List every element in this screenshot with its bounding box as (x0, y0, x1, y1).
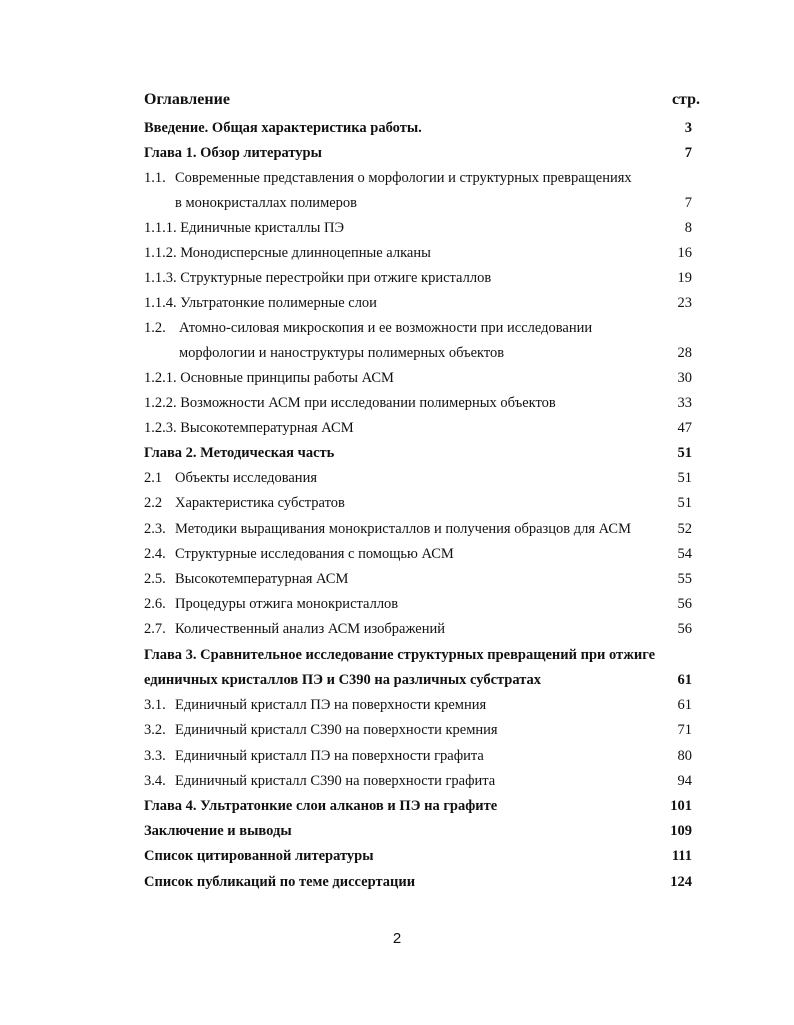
toc-entry-number: 3.4. (144, 773, 166, 789)
toc-entry-text: Глава 4. Ультратонкие слои алканов и ПЭ на графите (144, 798, 498, 814)
toc-entry (144, 142, 692, 164)
toc-entry-page: 16 (677, 245, 692, 261)
toc-entry (144, 518, 692, 540)
toc-entry-text: Список цитированной литературы (144, 848, 374, 864)
toc-entry (144, 845, 692, 867)
toc-entry-text: Методики выращивания монокристаллов и получения образцов для АСМ (175, 521, 631, 537)
toc-entry (144, 568, 692, 590)
toc-entry-page: 109 (670, 823, 692, 839)
toc-entry-number: 2.6. (144, 596, 166, 612)
toc-entry (144, 694, 692, 716)
toc-entry-number: 2.3. (144, 521, 166, 537)
toc-entry-text: Объекты исследования (175, 470, 317, 486)
toc-entry-number: 1.1. (144, 170, 166, 186)
toc-entry-page: 3 (684, 120, 692, 136)
toc-entry (144, 192, 692, 214)
toc-entry (144, 242, 692, 264)
toc-entry-text: морфологии и наноструктуры полимерных объектов (179, 345, 505, 361)
toc-entry-text: 1.1.3. Структурные перестройки при отжиге кристаллов (144, 270, 492, 286)
toc-entry-text: Список публикаций по теме диссертации (144, 874, 416, 890)
toc-entry-text: Единичный кристалл ПЭ на поверхности кремния (175, 697, 487, 713)
toc-entry-text: Количественный анализ АСМ изображений (175, 621, 446, 637)
toc-entry-text: 1.2.1. Основные принципы работы АСМ (144, 370, 394, 386)
toc-entry (144, 167, 692, 189)
toc-entry (144, 820, 692, 842)
toc-entry (144, 795, 692, 817)
toc-entry-page: 7 (684, 145, 692, 161)
toc-entry-page: 23 (677, 295, 692, 311)
toc-entry-number: 2.4. (144, 546, 166, 562)
toc-entry-page: 7 (684, 195, 692, 211)
toc-entry-page: 61 (677, 672, 692, 688)
toc-entry (144, 618, 692, 640)
toc-entry-text: Единичный кристалл С390 на поверхности графита (175, 773, 496, 789)
toc-entry (144, 267, 692, 289)
toc-entry (144, 367, 692, 389)
toc-entry (144, 492, 692, 514)
toc-entry-page: 51 (677, 470, 692, 486)
toc-entry-page: 61 (677, 697, 692, 713)
toc-entry-page: 80 (677, 748, 692, 764)
toc-entry-page: 28 (677, 345, 692, 361)
toc-entry-page: 56 (677, 596, 692, 612)
toc-entry (144, 317, 692, 339)
toc-entry-page: 55 (677, 571, 692, 587)
toc-title: Оглавление (144, 91, 230, 108)
toc-entry-page: 19 (677, 270, 692, 286)
toc-entry-text: Заключение и выводы (144, 823, 292, 839)
toc-entry (144, 745, 692, 767)
toc-entry (144, 467, 692, 489)
toc-entry-number: 3.2. (144, 722, 166, 738)
toc-entry-text: Глава 1. Обзор литературы (144, 145, 322, 161)
toc-entry-text: Введение. Общая характеристика работы. (144, 120, 422, 136)
toc-entry-text: Атомно-силовая микроскопия и ее возможности при исследовании (179, 320, 593, 336)
toc-entry-number: 2.5. (144, 571, 166, 587)
toc-entry-text: 1.2.2. Возможности АСМ при исследовании полимерных объектов (144, 395, 556, 411)
toc-entry (144, 342, 692, 364)
toc-entry (144, 543, 692, 565)
toc-entry-text: Глава 3. Сравнительное исследование структурных превращений при отжиге (144, 647, 656, 663)
toc-entry-text: в монокристаллах полимеров (175, 195, 358, 211)
toc-entry-text: единичных кристаллов ПЭ и С390 на различных субстратах (144, 672, 542, 688)
toc-entry (144, 593, 692, 615)
toc-entry (144, 719, 692, 741)
toc-entry-text: 1.1.4. Ультратонкие полимерные слои (144, 295, 377, 311)
toc-entry-text: Характеристика субстратов (175, 495, 345, 511)
toc-entry (144, 644, 692, 666)
toc-entry (144, 669, 692, 691)
toc-entry-text: 1.1.2. Монодисперсные длинноцепные алканы (144, 245, 431, 261)
toc-entry-page: 54 (677, 546, 692, 562)
page-number: 2 (392, 930, 402, 947)
toc-entry-page: 30 (677, 370, 692, 386)
toc-entry-page: 71 (677, 722, 692, 738)
toc-entry (144, 117, 692, 139)
toc-entry-page: 33 (677, 395, 692, 411)
toc-entry-page: 8 (684, 220, 692, 236)
toc-entry-page: 111 (671, 848, 692, 864)
toc-entry-text: Структурные исследования с помощью АСМ (175, 546, 454, 562)
toc-entry (144, 442, 692, 464)
toc-entry (144, 392, 692, 414)
toc-entry-text: Единичный кристалл С390 на поверхности кремния (175, 722, 498, 738)
toc-entry (144, 217, 692, 239)
toc-entry-text: Процедуры отжига монокристаллов (175, 596, 399, 612)
toc-entry-number: 1.2. (144, 320, 166, 336)
toc-entry-number: 2.7. (144, 621, 166, 637)
toc-header (144, 91, 700, 113)
toc-entry-page: 94 (677, 773, 692, 789)
toc-entry-number: 3.3. (144, 748, 166, 764)
toc-entry-page: 56 (677, 621, 692, 637)
toc-entry-number: 2.2 (144, 495, 163, 511)
toc-entry (144, 770, 692, 792)
toc-entry-page: 52 (677, 521, 692, 537)
toc-entry-text: Высокотемпературная АСМ (175, 571, 349, 587)
toc-entry-page: 124 (670, 874, 692, 890)
toc-entry-page: 101 (670, 798, 692, 814)
toc-entry-text: 1.2.3. Высокотемпературная АСМ (144, 420, 354, 436)
toc-entry (144, 292, 692, 314)
toc-entry-text: Глава 2. Методическая часть (144, 445, 335, 461)
toc-entry-page: 47 (677, 420, 692, 436)
toc-entry-text: Единичный кристалл ПЭ на поверхности графита (175, 748, 484, 764)
toc-entry (144, 871, 692, 893)
toc-entry-page: 51 (677, 445, 692, 461)
toc-entry-text: 1.1.1. Единичные кристаллы ПЭ (144, 220, 345, 236)
toc-entry-text: Современные представления о морфологии и структурных превращениях (175, 170, 632, 186)
page-column-header: стр. (671, 91, 700, 108)
toc-entry (144, 417, 692, 439)
toc-entry-page: 51 (677, 495, 692, 511)
toc-entry-number: 3.1. (144, 697, 166, 713)
toc-entry-number: 2.1 (144, 470, 163, 486)
